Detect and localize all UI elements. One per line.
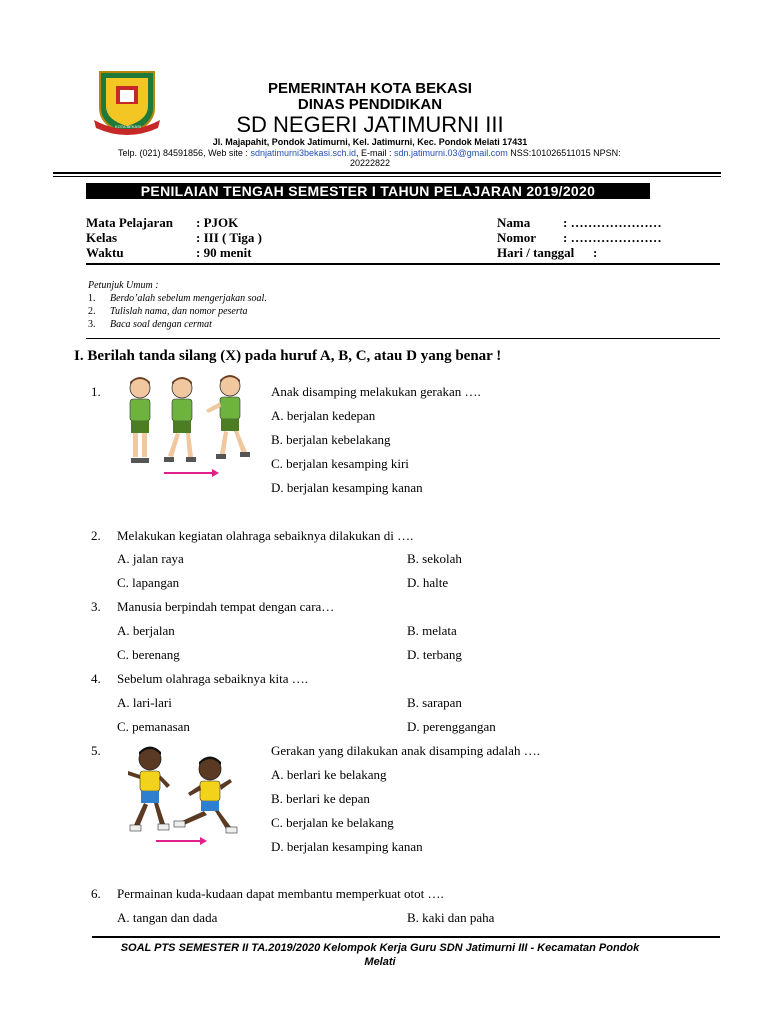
answer-option[interactable]: D. halte	[407, 575, 449, 590]
question-number: 3.	[91, 599, 101, 614]
running-children-illustration	[126, 745, 242, 845]
answer-option[interactable]: C. lapangan	[117, 575, 180, 590]
info-row	[86, 230, 262, 245]
petunjuk-num: 1.	[88, 293, 96, 304]
question-text: Anak disamping melakukan gerakan ….	[271, 384, 481, 399]
info-divider	[86, 263, 720, 265]
answer-option[interactable]: B. berlari ke depan	[271, 791, 370, 806]
child-figure	[174, 757, 237, 834]
child-figure	[128, 747, 170, 832]
child-figure	[206, 375, 250, 459]
npsn-text: 20222822	[349, 158, 391, 168]
telp-text: Telp. (021) 84591856, Web site :	[118, 148, 248, 158]
answer-option[interactable]: C. berenang	[117, 647, 180, 662]
answer-option[interactable]: B. sekolah	[407, 551, 462, 566]
website-link[interactable]: sdnjatimurni3bekasi.sch.id	[250, 148, 356, 158]
question-number: 5.	[91, 743, 101, 758]
child-figure	[130, 377, 150, 463]
answer-option[interactable]: A. berlari ke belakang	[271, 767, 387, 782]
question-number: 6.	[91, 886, 101, 901]
answer-option[interactable]: A. jalan raya	[117, 551, 184, 566]
exam-title: PENILAIAN TENGAH SEMESTER I TAHUN PELAJARAN 2019/2020	[86, 183, 650, 199]
section-title: I. Berilah tanda silang (X) pada huruf A, B, C, atau D yang benar !	[74, 348, 502, 364]
walking-sideways-illustration	[120, 374, 258, 482]
header-address: Jl. Majapahit, Pondok Jatimurni, Kel. Jatimurni, Kec. Pondok Melati 17431	[212, 137, 528, 147]
info-row	[497, 230, 662, 245]
answer-option[interactable]: D. berjalan kesamping kanan	[271, 839, 423, 854]
email-link[interactable]: sdn.jatimurni.03@gmail.com	[394, 148, 508, 158]
answer-option[interactable]: D. terbang	[407, 647, 462, 662]
info-value: : …………………	[563, 215, 662, 230]
info-value: : PJOK	[196, 215, 239, 230]
header-gov: PEMERINTAH KOTA BEKASI	[268, 80, 472, 97]
petunjuk-title: Petunjuk Umum :	[88, 280, 159, 291]
question-number: 1.	[91, 384, 101, 399]
footer-line1: SOAL PTS SEMESTER II TA.2019/2020 Kelompok Kerja Guru SDN Jatimurni III - Kecamatan Pondok	[120, 942, 640, 954]
answer-option[interactable]: B. kaki dan paha	[407, 910, 495, 925]
answer-option[interactable]: A. tangan dan dada	[117, 910, 218, 925]
question-text: Manusia berpindah tempat dengan cara…	[117, 599, 335, 614]
info-label: Waktu	[86, 245, 124, 260]
child-figure	[164, 377, 196, 462]
answer-option[interactable]: C. berjalan kesamping kiri	[271, 456, 409, 471]
direction-arrow	[164, 469, 219, 477]
answer-option[interactable]: C. berjalan ke belakang	[271, 815, 394, 830]
answer-option[interactable]: B. melata	[407, 623, 457, 638]
answer-option[interactable]: C. pemanasan	[117, 719, 190, 734]
petunjuk-text: Tulislah nama, dan nomor peserta	[110, 306, 248, 317]
petunjuk-divider	[86, 338, 720, 339]
question-text: Gerakan yang dilakukan anak disamping adalah ….	[271, 743, 540, 758]
header-divider-thin	[53, 176, 721, 177]
info-label: Mata Pelajaran	[86, 215, 174, 230]
petunjuk-item	[88, 292, 267, 305]
info-label: Nomor	[497, 230, 536, 245]
answer-option[interactable]: A. lari-lari	[117, 695, 172, 710]
answer-option[interactable]: B. sarapan	[407, 695, 462, 710]
info-row	[86, 245, 262, 260]
info-right	[497, 215, 662, 260]
question-text: Sebelum olahraga sebaiknya kita ….	[117, 671, 308, 686]
answer-option[interactable]: D. perenggangan	[407, 719, 496, 734]
info-value: : 90 menit	[196, 245, 252, 260]
info-row	[86, 215, 262, 230]
header-dept: DINAS PENDIDIKAN	[297, 96, 443, 113]
answer-option[interactable]: D. berjalan kesamping kanan	[271, 480, 423, 495]
petunjuk	[88, 279, 267, 331]
info-row	[497, 215, 662, 230]
question-text: Melakukan kegiatan olahraga sebaiknya dilakukan di ….	[117, 528, 414, 543]
info-value: : …………………	[563, 230, 662, 245]
answer-option[interactable]: B. berjalan kebelakang	[271, 432, 391, 447]
email-label: , E-mail :	[356, 148, 392, 158]
footer-line2: Melati	[364, 956, 396, 968]
info-value: :	[593, 245, 598, 260]
answer-option[interactable]: A. berjalan kedepan	[271, 408, 376, 423]
petunjuk-num: 3.	[88, 319, 96, 330]
footer-divider	[92, 936, 720, 938]
info-label: Nama	[497, 215, 531, 230]
question-text: Permainan kuda-kudaan dapat membantu memperkuat otot ….	[117, 886, 444, 901]
petunjuk-num: 2.	[88, 306, 96, 317]
answer-option[interactable]: A. berjalan	[117, 623, 175, 638]
petunjuk-item	[88, 318, 267, 331]
question-number: 2.	[91, 528, 101, 543]
petunjuk-text: Berdo’alah sebelum mengerjakan soal.	[110, 293, 267, 304]
info-left	[86, 215, 262, 260]
question-number: 4.	[91, 671, 101, 686]
info-row	[497, 245, 662, 260]
nss-text: NSS:101026511015 NPSN:	[510, 148, 621, 158]
petunjuk-text: Baca soal dengan cermat	[110, 319, 212, 330]
info-label: Hari / tanggal	[497, 245, 575, 260]
header-divider	[53, 172, 721, 174]
header-school: SD NEGERI JATIMURNI III	[236, 112, 504, 137]
info-label: Kelas	[86, 230, 118, 245]
direction-arrow	[156, 837, 207, 845]
logo-banner-text: KOTA BEKASI	[115, 124, 141, 129]
info-value: : III ( Tiga )	[196, 230, 262, 245]
petunjuk-item	[88, 305, 267, 318]
